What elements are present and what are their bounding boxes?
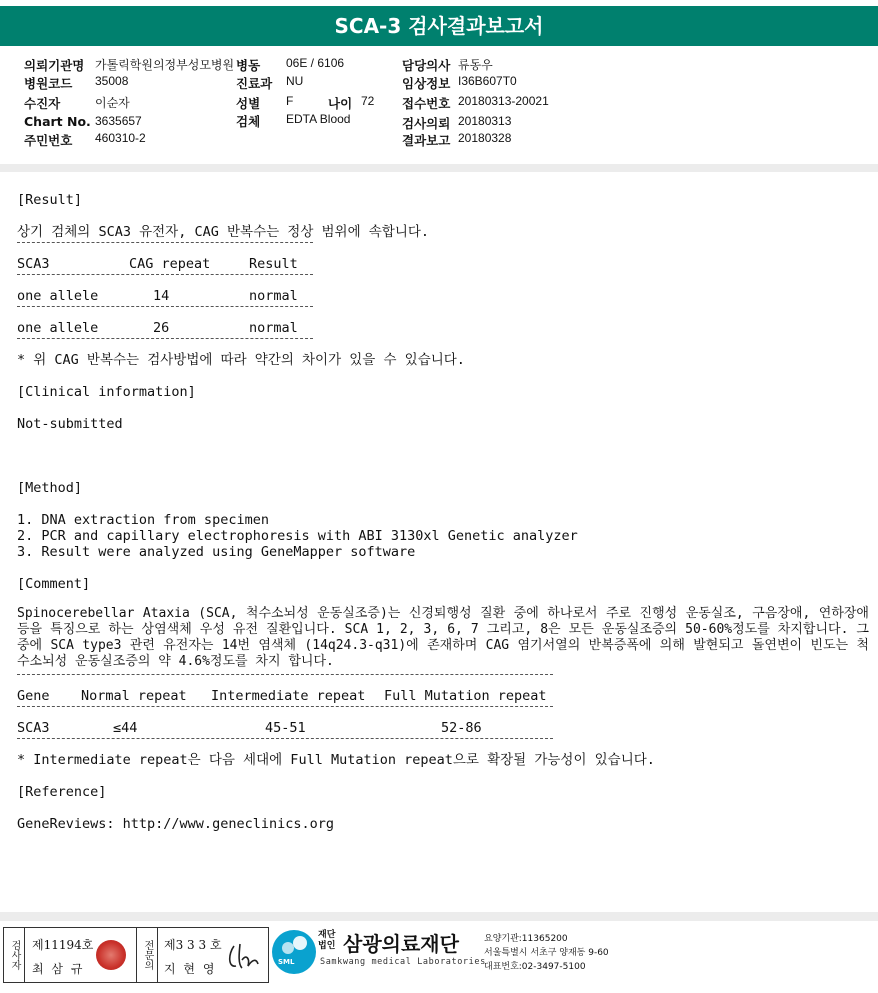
result-col-result: Result bbox=[249, 256, 298, 272]
table-divider bbox=[17, 738, 553, 739]
org-info-line: 요양기관:11365200 bbox=[484, 934, 568, 944]
result-cell: 26 bbox=[153, 320, 170, 336]
table-divider bbox=[17, 338, 313, 339]
header-label: 결과보고 bbox=[402, 133, 451, 148]
header-value: 가톨릭학원의정부성모병원 bbox=[95, 58, 235, 72]
comment-note: * Intermediate repeat은 다음 세대에 Full Mutation repeat으로 확장될 가능성이 있습니다. bbox=[17, 752, 655, 768]
table-divider bbox=[17, 274, 313, 275]
patient-header bbox=[0, 46, 878, 165]
result-col-gene: SCA3 bbox=[17, 256, 50, 272]
header-value: 류동우 bbox=[458, 58, 493, 72]
comment-col-gene: Gene bbox=[17, 688, 50, 704]
section-heading-result: [Result] bbox=[17, 192, 83, 208]
header-value: F bbox=[286, 94, 294, 108]
header-value: 20180313-20021 bbox=[458, 94, 549, 108]
header-label: 수진자 bbox=[24, 96, 61, 111]
section-heading-reference: [Reference] bbox=[17, 784, 107, 800]
comment-cell: ≤44 bbox=[113, 720, 138, 736]
clinical-text: Not-submitted bbox=[17, 416, 123, 432]
separator-band bbox=[0, 164, 878, 172]
license-number: 제11194호 bbox=[32, 938, 94, 952]
header-label: 성별 bbox=[236, 96, 261, 111]
comment-col-normal: Normal repeat bbox=[81, 688, 187, 704]
header-label: 담당의사 bbox=[402, 58, 451, 73]
comment-paragraph: Spinocerebellar Ataxia (SCA, 척수소뇌성 운동실조증)는 신경퇴행성 질환 중에 하나로서 주로 진행성 운동실조, 구음장애, 연하장애 등을 특징으로 하는 상염색체 우성 유전 질환입니다. SCA 1, 2, 3, 6, 7 그리고, 8은 모든 운동실조증의 50-60%정도를 차지합니다. 그중에 SCA type3 관련 유전자는 14번 염색체 (14q24.3-q31)에 존재하며 CAG 염기서열의 반복증폭에 의해 발현되고 돌연변이 빈도는 척수소뇌성 운동실조증의 약 4.6%정도를 차지 합니다. bbox=[17, 606, 869, 669]
header-label: 진료과 bbox=[236, 76, 273, 91]
result-cell: one allele bbox=[17, 320, 99, 336]
reference-text: GeneReviews: http://www.geneclinics.org bbox=[17, 816, 334, 832]
result-cell: normal bbox=[249, 288, 298, 304]
result-cell: normal bbox=[249, 320, 298, 336]
result-cell: one allele bbox=[17, 288, 99, 304]
header-value: 이순자 bbox=[95, 96, 130, 110]
result-cell: 14 bbox=[153, 288, 170, 304]
header-value: 72 bbox=[361, 94, 375, 108]
role-label-text: 전문의 bbox=[142, 940, 153, 970]
org-english-name: Samkwang medical Laboratories bbox=[320, 957, 486, 967]
header-value: 3635657 bbox=[95, 114, 142, 128]
comment-col-intermediate: Intermediate repeat bbox=[211, 688, 366, 704]
header-label: 접수번호 bbox=[402, 96, 451, 111]
method-item: 1. DNA extraction from specimen bbox=[17, 512, 269, 528]
org-prefix: 재단법인 bbox=[318, 930, 336, 951]
header-value: NU bbox=[286, 74, 304, 88]
method-item: 2. PCR and capillary electrophoresis with ABI 3130xl Genetic analyzer bbox=[17, 528, 578, 544]
sml-logo-icon bbox=[272, 930, 316, 974]
signature-role-label bbox=[136, 928, 158, 982]
license-number: 제3 3 3 호 bbox=[164, 938, 222, 952]
comment-cell: 52-86 bbox=[441, 720, 482, 736]
signature-role-label bbox=[4, 928, 25, 982]
org-name: 삼광의료재단 bbox=[343, 932, 459, 956]
signature-icon bbox=[226, 940, 262, 974]
header-label: 임상정보 bbox=[402, 76, 451, 91]
logo-text: SML bbox=[278, 958, 295, 966]
org-info-line: 서울특별시 서초구 양재동 9-60 bbox=[484, 948, 609, 958]
section-heading-comment: [Comment] bbox=[17, 576, 91, 592]
header-label: 검사의뢰 bbox=[402, 116, 451, 131]
section-heading-clinical: [Clinical information] bbox=[17, 384, 196, 400]
signature-box bbox=[3, 927, 269, 983]
header-value: 06E / 6106 bbox=[286, 56, 345, 70]
header-value: I36B607T0 bbox=[458, 74, 517, 88]
footer-band bbox=[0, 912, 878, 921]
seal-stamp-icon bbox=[96, 940, 126, 970]
comment-col-full: Full Mutation repeat bbox=[384, 688, 547, 704]
header-value: 35008 bbox=[95, 74, 129, 88]
table-divider bbox=[17, 306, 313, 307]
signer-name: 최 삼 규 bbox=[32, 962, 85, 976]
result-col-cag: CAG repeat bbox=[129, 256, 211, 272]
table-divider bbox=[17, 242, 313, 243]
result-note: * 위 CAG 반복수는 검사방법에 따라 약간의 차이가 있을 수 있습니다. bbox=[17, 352, 465, 368]
header-value: 460310-2 bbox=[95, 131, 146, 145]
section-heading-method: [Method] bbox=[17, 480, 83, 496]
header-label: 병원코드 bbox=[24, 76, 73, 91]
header-value: EDTA Blood bbox=[286, 112, 351, 126]
comment-cell: 45-51 bbox=[265, 720, 306, 736]
role-label-text: 검사자 bbox=[9, 940, 20, 970]
header-label: 검체 bbox=[236, 114, 261, 129]
header-label: Chart No. bbox=[24, 114, 91, 129]
result-summary: 상기 검체의 SCA3 유전자, CAG 반복수는 정상 범위에 속합니다. bbox=[17, 224, 430, 240]
header-label: 의뢰기관명 bbox=[24, 58, 85, 73]
header-value: 20180328 bbox=[458, 131, 512, 145]
table-divider bbox=[17, 674, 553, 675]
method-item: 3. Result were analyzed using GeneMapper software bbox=[17, 544, 416, 560]
signer-name: 지 현 영 bbox=[164, 962, 217, 976]
org-info-line: 대표번호:02-3497-5100 bbox=[484, 962, 586, 972]
header-label: 나이 bbox=[328, 96, 353, 111]
report-title: SCA-3 검사결과보고서 bbox=[0, 6, 878, 46]
table-divider bbox=[17, 706, 553, 707]
comment-cell: SCA3 bbox=[17, 720, 50, 736]
header-label: 주민번호 bbox=[24, 133, 73, 148]
header-value: 20180313 bbox=[458, 114, 512, 128]
header-label: 병동 bbox=[236, 58, 261, 73]
